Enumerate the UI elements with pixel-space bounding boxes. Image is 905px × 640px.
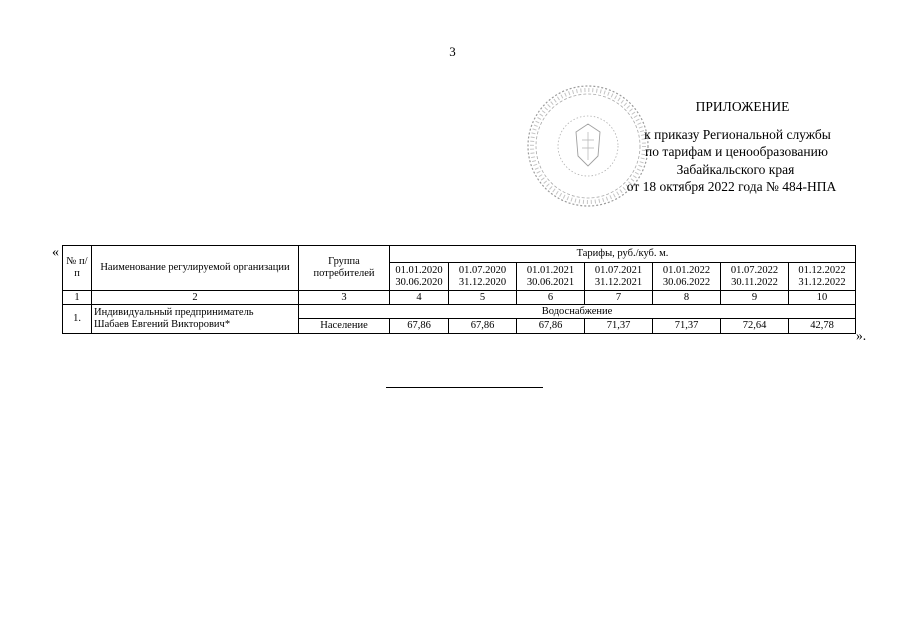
period-to: 31.12.2021 <box>594 276 643 288</box>
section-water-supply: Водоснабжение <box>299 305 856 319</box>
column-number: 2 <box>92 291 299 305</box>
header-org: Наименование регулируемой организации <box>92 246 299 291</box>
column-number: 7 <box>585 291 653 305</box>
column-number: 6 <box>517 291 585 305</box>
column-number: 5 <box>449 291 517 305</box>
column-number: 9 <box>721 291 789 305</box>
column-number: 4 <box>390 291 449 305</box>
period-from: 01.01.2021 <box>526 264 575 276</box>
period-from: 01.12.2022 <box>798 264 846 276</box>
period-header <box>449 263 517 291</box>
organization-name <box>92 305 299 334</box>
tariff-table <box>62 245 856 334</box>
tariff-value: 72,64 <box>721 319 789 334</box>
consumer-group: Население <box>299 319 390 334</box>
column-number: 1 <box>63 291 92 305</box>
column-number: 10 <box>789 291 856 305</box>
footer-separator-line <box>386 387 543 388</box>
column-number: 8 <box>653 291 721 305</box>
period-from: 01.07.2020 <box>458 264 507 276</box>
page-number: 3 <box>449 44 456 59</box>
period-to: 30.06.2021 <box>526 276 575 288</box>
period-to: 30.06.2020 <box>395 276 443 288</box>
tariff-value: 71,37 <box>585 319 653 334</box>
period-to: 30.06.2022 <box>662 276 711 288</box>
organization-line-1: Индивидуальный предприниматель <box>94 307 254 318</box>
tariff-value: 67,86 <box>449 319 517 334</box>
period-header <box>721 263 789 291</box>
period-to: 31.12.2020 <box>458 276 507 288</box>
period-header <box>517 263 585 291</box>
header-tariffs: Тарифы, руб./куб. м. <box>390 246 856 263</box>
period-from: 01.01.2020 <box>395 264 443 276</box>
period-header <box>390 263 449 291</box>
tariff-value: 67,86 <box>390 319 449 334</box>
appendix-line-1: к приказу Региональной службы <box>644 126 831 142</box>
period-from: 01.01.2022 <box>662 264 711 276</box>
appendix-header <box>560 98 895 196</box>
period-from: 01.07.2021 <box>594 264 643 276</box>
tariff-value: 71,37 <box>653 319 721 334</box>
appendix-line-2: по тарифам и ценообразованию <box>645 144 828 159</box>
appendix-line-3: Забайкальского края <box>676 161 795 177</box>
period-to: 31.12.2022 <box>798 276 846 288</box>
period-from: 01.07.2022 <box>730 264 779 276</box>
appendix-title: ПРИЛОЖЕНИЕ <box>695 99 790 114</box>
row-num: 1. <box>63 305 92 334</box>
period-header <box>653 263 721 291</box>
header-group: Группа потребителей <box>299 246 390 291</box>
appendix-line-4: от 18 октября 2022 года № 484-НПА <box>626 179 837 194</box>
column-number: 3 <box>299 291 390 305</box>
header-num: № п/п <box>63 246 92 291</box>
tariff-value: 67,86 <box>517 319 585 334</box>
tariff-value: 42,78 <box>789 319 856 334</box>
closing-quote: ». <box>856 328 867 343</box>
period-to: 30.11.2022 <box>731 276 778 288</box>
opening-quote: « <box>52 245 59 260</box>
organization-line-2: Шабаев Евгений Викторович* <box>94 319 231 330</box>
period-header <box>789 263 856 291</box>
period-header <box>585 263 653 291</box>
